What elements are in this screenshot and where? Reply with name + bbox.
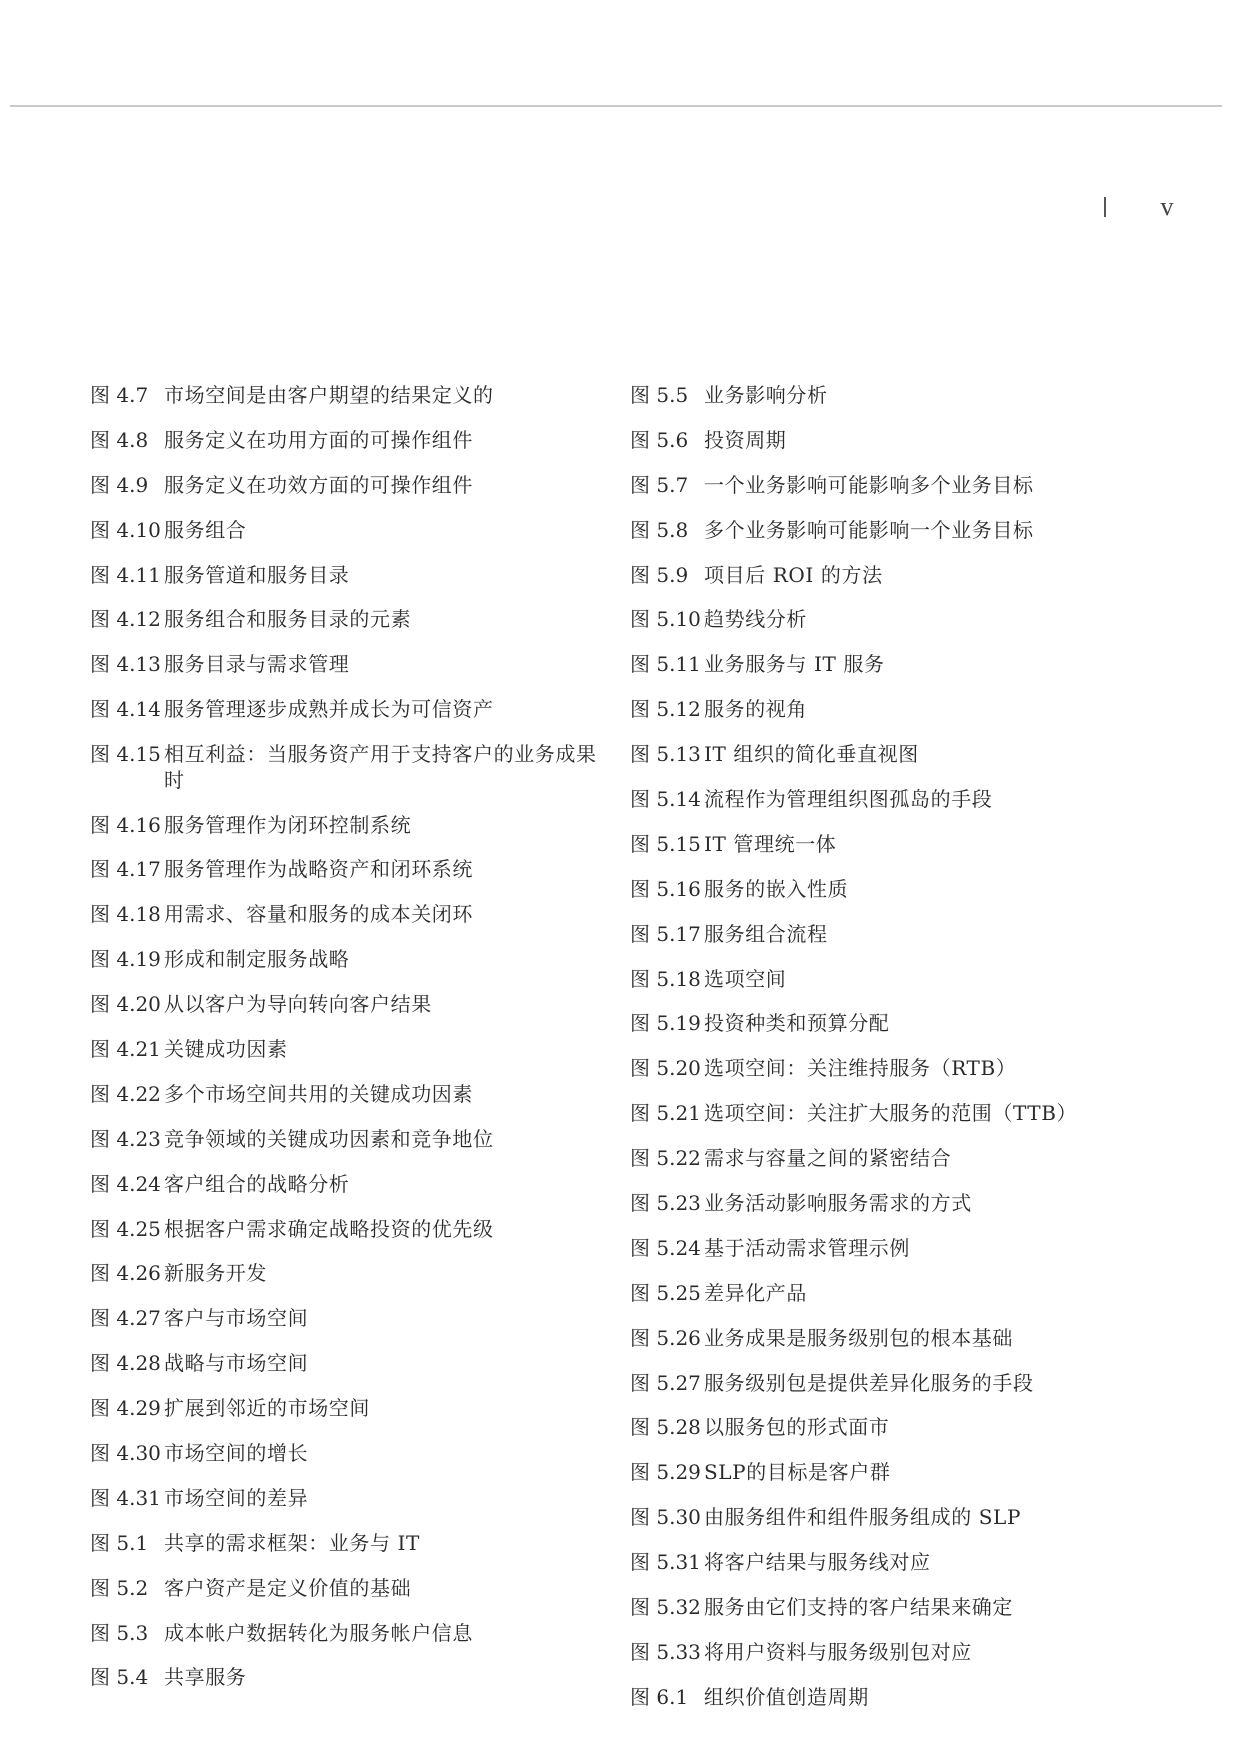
figure-title: 选项空间：关注维持服务（RTB）: [704, 1056, 1017, 1081]
figure-number: 图 5.15: [630, 831, 701, 856]
figure-title: IT 组织的简化垂直视图: [704, 742, 919, 767]
figure-number: 图 5.9: [630, 562, 689, 587]
figure-list-entry: [630, 1326, 1170, 1352]
figure-title: 竞争领域的关键成功因素和竞争地位: [164, 1126, 494, 1151]
figure-list-entry: [630, 1685, 1170, 1711]
figure-number: 图 5.25: [630, 1280, 701, 1305]
figure-list-entry: [90, 1261, 610, 1287]
figure-list-entry: [630, 563, 1170, 589]
figure-list-entry: [90, 563, 610, 589]
figure-title: 客户与市场空间: [164, 1306, 309, 1331]
figure-number: 图 4.11: [90, 562, 161, 587]
figure-list-entry: [630, 832, 1170, 858]
figure-list-entry: [630, 1550, 1170, 1576]
figure-list-entry: [90, 1621, 610, 1647]
figure-number: 图 5.12: [630, 697, 701, 722]
figure-title: 服务管道和服务目录: [164, 562, 350, 587]
figure-number: 图 4.25: [90, 1216, 161, 1241]
page-number-divider: [1104, 197, 1106, 217]
figure-list-entry: [90, 473, 610, 499]
figure-number: 图 5.4: [90, 1665, 149, 1690]
figure-number: 图 5.1: [90, 1530, 149, 1555]
figure-title: 投资周期: [704, 427, 787, 452]
figure-title: 服务目录与需求管理: [164, 652, 350, 677]
figure-number: 图 5.22: [630, 1146, 701, 1171]
figure-title: 从以客户为导向转向客户结果: [164, 992, 432, 1017]
figure-title: 市场空间的差异: [164, 1485, 309, 1510]
figure-title: 相互利益：当服务资产用于支持客户的业务成果时: [164, 742, 597, 792]
figure-title: 服务组合: [164, 517, 247, 542]
figure-title: 将用户资料与服务级别包对应: [704, 1639, 972, 1664]
figure-number: 图 5.19: [630, 1011, 701, 1036]
figure-number: 图 5.18: [630, 966, 701, 991]
figure-title: 服务定义在功效方面的可操作组件: [164, 472, 473, 497]
figure-list-entry: [630, 383, 1170, 409]
figure-number: 图 4.7: [90, 383, 149, 407]
figure-title: 成本帐户数据转化为服务帐户信息: [164, 1620, 473, 1645]
page-number: v: [1160, 192, 1174, 222]
figure-number: 图 5.30: [630, 1505, 701, 1530]
figure-title: 业务服务与 IT 服务: [704, 652, 885, 677]
figure-list-entry: [630, 922, 1170, 948]
figure-list-entry: [90, 607, 610, 633]
header-rule: [10, 105, 1222, 107]
figure-title: 服务的视角: [704, 697, 807, 722]
figure-list-entry: [630, 1191, 1170, 1217]
figure-number: 图 5.16: [630, 876, 701, 901]
figure-list-entry: [630, 1371, 1170, 1397]
figure-list-entry: [90, 1082, 610, 1108]
figure-number: 图 5.14: [630, 787, 701, 812]
figure-title: 差异化产品: [704, 1280, 807, 1305]
figure-number: 图 4.27: [90, 1306, 161, 1331]
figure-list-entry: [90, 1037, 610, 1063]
figure-title: 服务的嵌入性质: [704, 876, 849, 901]
figure-title: 服务管理逐步成熟并成长为可信资产: [164, 697, 494, 722]
figure-number: 图 5.6: [630, 427, 689, 452]
figure-list-entry: [90, 1665, 610, 1691]
figure-number: 图 5.5: [630, 383, 689, 407]
figure-title: 投资种类和预算分配: [704, 1011, 890, 1036]
figure-number: 图 5.10: [630, 607, 701, 632]
figure-number: 图 5.21: [630, 1101, 701, 1126]
figure-number: 图 4.8: [90, 427, 149, 452]
figure-list-entry: [630, 787, 1170, 813]
figure-title: 客户组合的战略分析: [164, 1171, 350, 1196]
figure-title: 服务由它们支持的客户结果来确定: [704, 1595, 1013, 1620]
figure-number: 图 5.3: [90, 1620, 149, 1645]
figure-list-entry: [90, 1127, 610, 1153]
figure-list-entry: [630, 1146, 1170, 1172]
figure-title: 选项空间: [704, 966, 787, 991]
figure-title: 用需求、容量和服务的成本关闭环: [164, 902, 473, 927]
figure-title: 业务影响分析: [704, 383, 828, 407]
figure-list-entry: [90, 902, 610, 928]
figure-title: 业务活动影响服务需求的方式: [704, 1191, 972, 1216]
figure-title: 多个市场空间共用的关键成功因素: [164, 1081, 473, 1106]
figure-title: 服务组合流程: [704, 921, 828, 946]
figure-number: 图 4.22: [90, 1081, 161, 1106]
figure-title: 服务管理作为闭环控制系统: [164, 812, 412, 837]
figure-list-entry: [90, 428, 610, 454]
figure-number: 图 5.26: [630, 1325, 701, 1350]
figure-list-entry: [630, 1236, 1170, 1262]
figure-number: 图 4.14: [90, 697, 161, 722]
figure-number: 图 4.31: [90, 1485, 161, 1510]
figure-number: 图 4.18: [90, 902, 161, 927]
figure-number: 图 5.29: [630, 1460, 701, 1485]
figure-number: 图 4.12: [90, 607, 161, 632]
figure-list-entry: [90, 857, 610, 883]
figure-list-entry: [90, 1531, 610, 1557]
figure-title: 共享的需求框架：业务与 IT: [164, 1530, 420, 1555]
figure-number: 图 5.32: [630, 1595, 701, 1620]
figure-list-entry: [90, 518, 610, 544]
figure-list-entry: [90, 1441, 610, 1467]
figure-title: 共享服务: [164, 1665, 247, 1690]
figure-number: 图 4.23: [90, 1126, 161, 1151]
figure-title: 服务定义在功用方面的可操作组件: [164, 427, 473, 452]
figure-list-entry: [630, 1415, 1170, 1441]
figure-list-entry: [630, 877, 1170, 903]
figure-list-entry: [630, 1595, 1170, 1621]
figure-number: 图 4.9: [90, 472, 149, 497]
figure-number: 图 5.31: [630, 1550, 701, 1575]
figure-list-entry: [90, 1486, 610, 1512]
figure-title: 组织价值创造周期: [704, 1684, 869, 1709]
figure-number: 图 4.29: [90, 1396, 161, 1421]
figure-number: 图 5.17: [630, 921, 701, 946]
figure-number: 图 5.28: [630, 1415, 701, 1440]
figure-list-right-column: [630, 383, 1170, 1730]
figure-number: 图 4.26: [90, 1261, 161, 1286]
figure-title: 根据客户需求确定战略投资的优先级: [164, 1216, 494, 1241]
figure-title: 需求与容量之间的紧密结合: [704, 1146, 952, 1171]
figure-list-entry: [630, 697, 1170, 723]
figure-list-entry: [90, 947, 610, 973]
figure-number: 图 5.33: [630, 1639, 701, 1664]
figure-list-entry: [90, 652, 610, 678]
figure-number: 图 4.20: [90, 992, 161, 1017]
figure-list-entry: [90, 813, 610, 839]
figure-list-entry: [90, 1306, 610, 1332]
figure-title: 新服务开发: [164, 1261, 267, 1286]
figure-number: 图 4.17: [90, 857, 161, 882]
figure-list-entry: [630, 518, 1170, 544]
figure-title: 一个业务影响可能影响多个业务目标: [704, 472, 1034, 497]
figure-list-entry: [630, 742, 1170, 768]
figure-number: 图 5.2: [90, 1575, 149, 1600]
figure-list-entry: [630, 1460, 1170, 1486]
figure-title: SLP的目标是客户群: [704, 1460, 891, 1485]
figure-list-entry: [90, 697, 610, 723]
figure-title: 市场空间是由客户期望的结果定义的: [164, 383, 494, 407]
figure-number: 图 5.23: [630, 1191, 701, 1216]
figure-title: 将客户结果与服务线对应: [704, 1550, 931, 1575]
figure-list-entry: [90, 1351, 610, 1377]
figure-list-entry: [630, 1011, 1170, 1037]
figure-title: 业务成果是服务级别包的根本基础: [704, 1325, 1013, 1350]
figure-list-entry: [630, 1056, 1170, 1082]
figure-title: 服务级别包是提供差异化服务的手段: [704, 1370, 1034, 1395]
figure-number: 图 4.21: [90, 1036, 161, 1061]
figure-number: 图 4.24: [90, 1171, 161, 1196]
figure-list-entry: [630, 1640, 1170, 1666]
figure-title: 多个业务影响可能影响一个业务目标: [704, 517, 1034, 542]
figure-list-entry: [630, 428, 1170, 454]
figure-list-entry: [630, 652, 1170, 678]
figure-title: 趋势线分析: [704, 607, 807, 632]
figure-title: 客户资产是定义价值的基础: [164, 1575, 412, 1600]
figure-list-entry: [630, 607, 1170, 633]
figure-number: 图 4.10: [90, 517, 161, 542]
figure-title: 战略与市场空间: [164, 1351, 309, 1376]
figure-list-entry: [90, 1172, 610, 1198]
figure-number: 图 4.16: [90, 812, 161, 837]
figure-title: 以服务包的形式面市: [704, 1415, 890, 1440]
figure-list-entry: [90, 1396, 610, 1422]
page-number-area: [1104, 190, 1174, 222]
figure-title: 流程作为管理组织图孤岛的手段: [704, 787, 993, 812]
figure-list-entry: [90, 383, 610, 409]
figure-number: 图 5.27: [630, 1370, 701, 1395]
figure-number: 图 5.13: [630, 742, 701, 767]
figure-number: 图 4.15: [90, 742, 161, 767]
figure-list-left-column: [90, 383, 610, 1710]
figure-title: 服务组合和服务目录的元素: [164, 607, 412, 632]
figure-title: 扩展到邻近的市场空间: [164, 1396, 370, 1421]
figure-number: 图 4.13: [90, 652, 161, 677]
figure-title: IT 管理统一体: [704, 831, 837, 856]
figure-title: 项目后 ROI 的方法: [704, 562, 883, 587]
figure-number: 图 5.11: [630, 652, 701, 677]
figure-number: 图 4.28: [90, 1351, 161, 1376]
figure-number: 图 4.19: [90, 947, 161, 972]
figure-title: 基于活动需求管理示例: [704, 1235, 910, 1260]
figure-number: 图 5.24: [630, 1235, 701, 1260]
figure-list-entry: [90, 992, 610, 1018]
figure-list-entry: [630, 1505, 1170, 1531]
figure-list-entry: [630, 1101, 1170, 1127]
figure-list-entry: [90, 742, 610, 793]
figure-number: 图 6.1: [630, 1684, 689, 1709]
figure-title: 服务管理作为战略资产和闭环系统: [164, 857, 473, 882]
figure-list-entry: [630, 1281, 1170, 1307]
figure-list-entry: [630, 473, 1170, 499]
figure-number: 图 5.8: [630, 517, 689, 542]
figure-title: 形成和制定服务战略: [164, 947, 350, 972]
figure-list-entry: [90, 1217, 610, 1243]
figure-title: 关键成功因素: [164, 1036, 288, 1061]
figure-list-entry: [90, 1576, 610, 1602]
figure-number: 图 4.30: [90, 1440, 161, 1465]
figure-list-entry: [630, 967, 1170, 993]
figure-number: 图 5.7: [630, 472, 689, 497]
figure-title: 选项空间：关注扩大服务的范围（TTB）: [704, 1101, 1078, 1126]
figure-title: 市场空间的增长: [164, 1440, 309, 1465]
figure-title: 由服务组件和组件服务组成的 SLP: [704, 1505, 1021, 1530]
figure-number: 图 5.20: [630, 1056, 701, 1081]
